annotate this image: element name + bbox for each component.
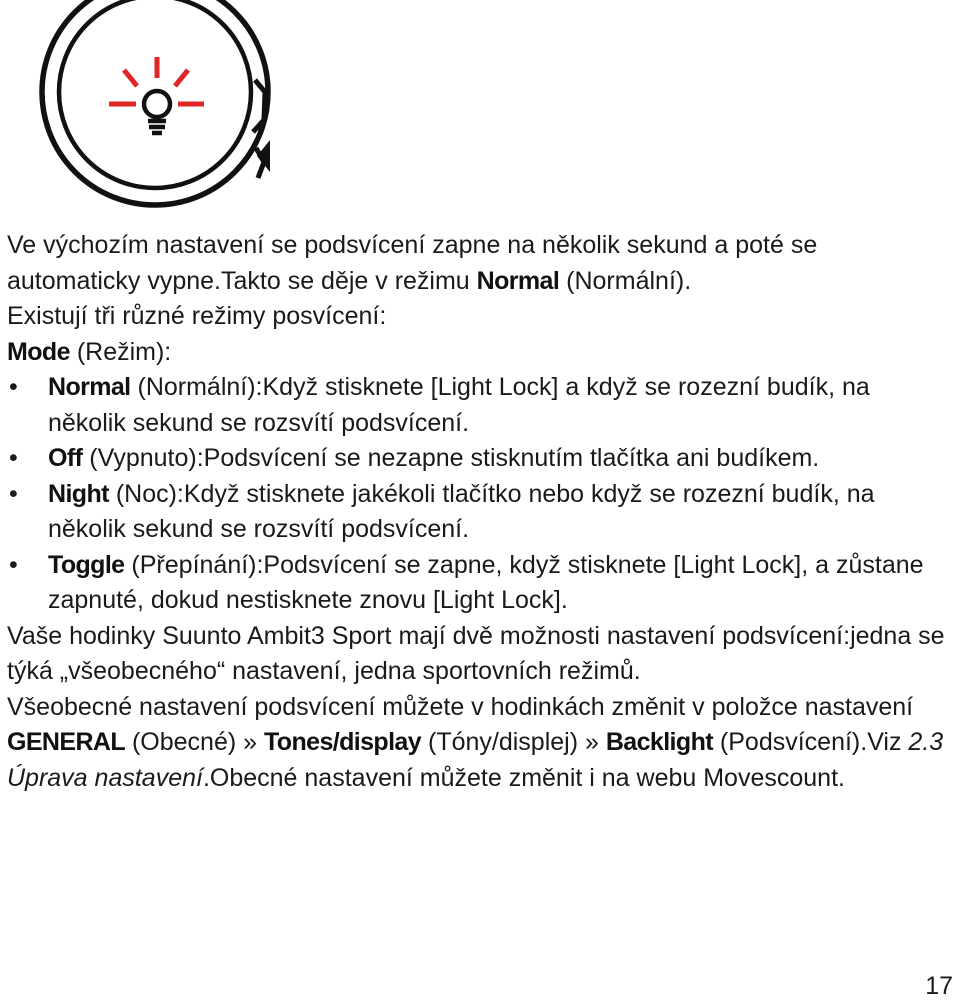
mode-name: Night <box>48 479 109 508</box>
mode-description: (Noc):Když stisknete jakékoli tlačítko nebo když se rozezní budík, na několik sekund se rozsvítí podsvícení. <box>48 479 875 543</box>
list-item <box>7 370 952 441</box>
options-paragraph: Vaše hodinky Suunto Ambit3 Sport mají dvě možnosti nastavení podsvícení:jedna se týká „všeobecného“ nastavení, jedna sportovních režimů. <box>7 621 945 685</box>
lightbulb-icon <box>109 57 204 133</box>
mode-description: (Normální):Když stisknete [Light Lock] a když se rozezní budík, na několik sekund se rozsvítí podsvícení. <box>48 373 870 437</box>
menu-backlight: Backlight <box>605 728 713 756</box>
watch-illustration <box>0 0 300 210</box>
bullet: • <box>9 444 18 472</box>
watch-face-icon <box>42 0 268 205</box>
intro-paragraph <box>7 228 952 299</box>
list-item <box>7 441 952 477</box>
settings-text: (Podsvícení).Viz <box>712 728 909 756</box>
mode-label-suffix: (Režim): <box>69 337 172 366</box>
page-text <box>7 228 952 796</box>
mode-heading <box>7 335 952 371</box>
mode-label: Mode <box>7 337 70 366</box>
mode-description: (Přepínání):Podsvícení se zapne, když stisknete [Light Lock], a zůstane zapnuté, dokud nestisknete znovu [Light Lock]. <box>48 550 924 614</box>
menu-tones-display: Tones/display <box>263 728 422 756</box>
mode-description: (Vypnuto):Podsvícení se nezapne stisknutím tlačítka ani budíkem. <box>82 444 820 472</box>
mode-name: Toggle <box>48 550 125 579</box>
mode-name-normal: Normal <box>476 266 560 295</box>
page-number: 17 <box>925 972 953 1000</box>
intro-text-end: (Normální). <box>559 266 692 295</box>
list-item <box>7 477 952 548</box>
intro-text: Ve výchozím nastavení se podsvícení zapne na několik sekund a poté se automaticky vypne.Takto se děje v režimu <box>7 231 818 295</box>
settings-text: (Obecné) » <box>125 728 264 756</box>
settings-text: Všeobecné nastavení podsvícení můžete v hodinkách změnit v položce nastavení <box>7 692 914 721</box>
bullet: • <box>9 479 18 508</box>
section-reference-link[interactable]: 2.3 Úprava nastavení <box>7 728 944 792</box>
mode-list <box>7 370 952 619</box>
menu-general: GENERAL <box>7 728 126 756</box>
mode-name: Normal <box>48 373 131 401</box>
list-item <box>7 548 952 619</box>
settings-paragraph <box>7 690 952 797</box>
bullet: • <box>9 550 18 579</box>
settings-text: .Obecné nastavení můžete změnit i na webu Movescount. <box>202 763 845 792</box>
mode-name: Off <box>48 444 83 472</box>
settings-text: (Tóny/displej) » <box>421 728 606 756</box>
modes-intro: Existují tři různé režimy posvícení: <box>7 302 387 330</box>
bullet: • <box>9 373 18 401</box>
